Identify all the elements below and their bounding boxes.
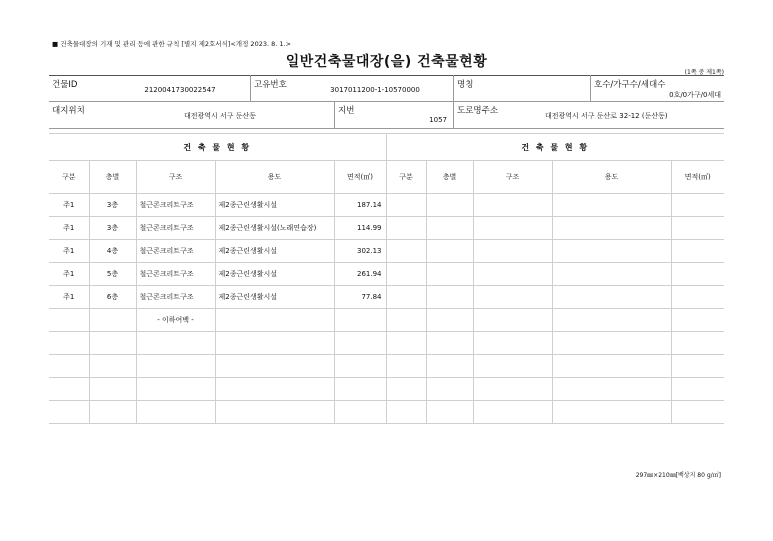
cell-area: 77.84 [334,286,386,309]
unique-no-label: 고유번호 [254,80,287,90]
cell-class: 주1 [49,217,89,240]
cell-class: 주1 [49,286,89,309]
col-floor-header: 층별 [89,161,136,194]
lot-value: 1057 [429,116,447,124]
lot-label: 지번 [338,106,355,116]
col-use-header: 용도 [215,161,334,194]
table-row [49,286,724,309]
table-row [49,240,724,263]
cell-structure: 철근콘크리트구조 [136,194,215,217]
building-id-label: 건물ID [52,80,78,90]
cell-use: 제2종근린생활시설 [215,286,334,309]
cell-area: 114.99 [334,217,386,240]
regulation-note: ■ 건축물대장의 기재 및 관리 등에 관한 규칙 [별지 제2호서식]<개정 2023. 8. 1.> [52,40,292,48]
col-structure-header: 구조 [136,161,215,194]
col-floor-header: 층별 [426,161,473,194]
table-row [49,194,724,217]
table-row [49,217,724,240]
cell-use: 제2종근린생활시설 [215,263,334,286]
unique-no-value: 3017011200-1-10570000 [330,86,420,94]
table-row [49,309,724,332]
cell-class: 주1 [49,194,89,217]
road-address-value: 대전광역시 서구 둔산로 32-12 (둔산동) [545,112,668,120]
table-row [49,332,724,355]
cell-area: 261.94 [334,263,386,286]
table-row [49,355,724,378]
cell-floor: 3층 [89,194,136,217]
units-value: 0호/0가구/0세대 [669,91,721,99]
cell-area: 302.13 [334,240,386,263]
blank-note: - 이하여백 - [136,309,215,332]
document-title: 일반건축물대장(을) 건축물현황 [285,54,488,70]
section-title-right: 건 축 물 현 황 [386,134,724,161]
col-use-header: 용도 [552,161,671,194]
name-label: 명칭 [457,80,474,90]
table-row [49,378,724,401]
cell-class: 주1 [49,263,89,286]
location-label: 대지위치 [52,106,85,116]
cell-floor: 6층 [89,286,136,309]
road-address-label: 도로명주소 [457,106,499,116]
cell-use: 제2종근린생활시설(노래연습장) [215,217,334,240]
col-class-header: 구분 [386,161,426,194]
cell-floor: 5층 [89,263,136,286]
cell-floor: 4층 [89,240,136,263]
units-label: 호수/가구수/세대수 [594,80,666,90]
table-row [49,263,724,286]
table-row [49,401,724,424]
cell-floor: 3층 [89,217,136,240]
section-title-left: 건 축 물 현 황 [49,134,386,161]
building-id-value: 2120041730022547 [144,86,216,94]
cell-class: 주1 [49,240,89,263]
col-area-header: 면적(㎡) [671,161,724,194]
location-value: 대전광역시 서구 둔산동 [183,112,257,120]
building-status-table [49,133,724,424]
page-info: (1쪽 중 제1쪽) [684,69,724,76]
col-structure-header: 구조 [473,161,552,194]
cell-structure: 철근콘크리트구조 [136,263,215,286]
cell-area: 187.14 [334,194,386,217]
col-class-header: 구분 [49,161,89,194]
cell-structure: 철근콘크리트구조 [136,286,215,309]
cell-use: 제2종근린생활시설 [215,194,334,217]
cell-structure: 철근콘크리트구조 [136,217,215,240]
col-area-header: 면적(㎡) [334,161,386,194]
paper-spec: 297㎜×210㎜[백상지 80 g/㎡] [635,472,721,479]
cell-use: 제2종근린생활시설 [215,240,334,263]
cell-structure: 철근콘크리트구조 [136,240,215,263]
